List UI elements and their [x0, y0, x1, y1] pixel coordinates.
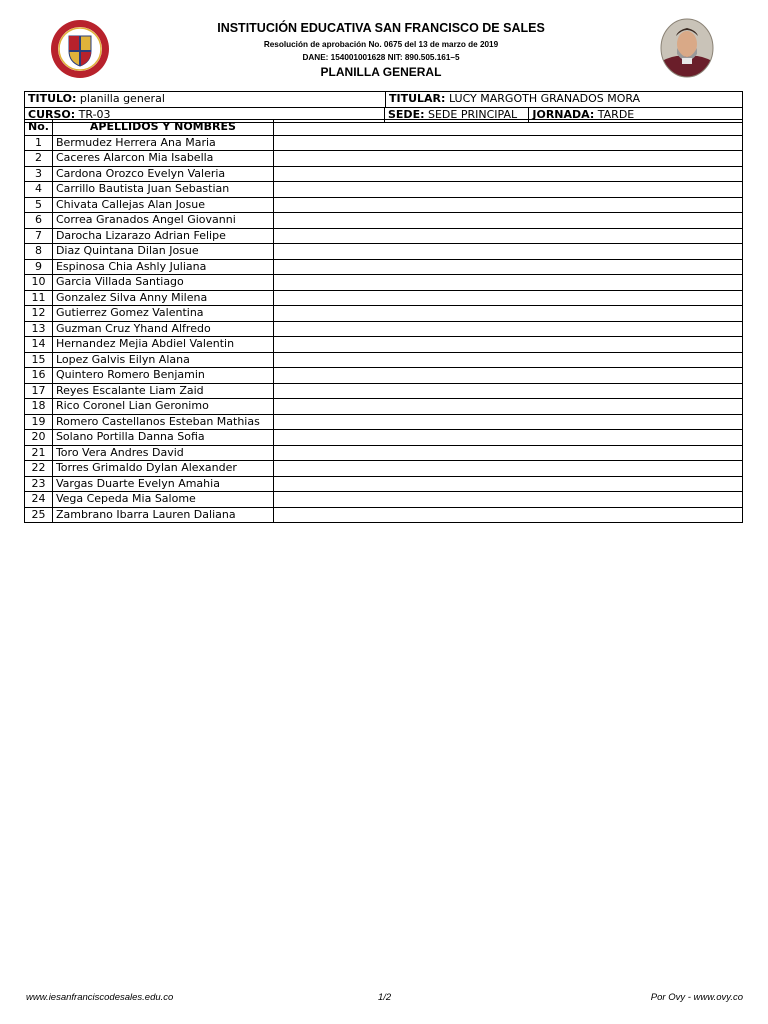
- info-row-1: [25, 92, 743, 108]
- student-name: Espinosa Chia Ashly Juliana: [52, 259, 273, 275]
- student-number: 12: [25, 306, 53, 322]
- student-name: Chivata Callejas Alan Josue: [52, 197, 273, 213]
- student-name: Gonzalez Silva Anny Milena: [52, 290, 273, 306]
- student-name: Bermudez Herrera Ana Maria: [52, 135, 273, 151]
- saint-portrait-image: [660, 18, 714, 78]
- col-name-header: APELLIDOS Y NOMBRES: [52, 120, 273, 136]
- table-row: [25, 445, 743, 461]
- student-name: Torres Grimaldo Dylan Alexander: [52, 461, 273, 477]
- student-number: 11: [25, 290, 53, 306]
- table-row: [25, 492, 743, 508]
- student-name: Vargas Duarte Evelyn Amahia: [52, 476, 273, 492]
- empty-cell: [273, 290, 742, 306]
- student-number: 25: [25, 507, 53, 523]
- student-number: 8: [25, 244, 53, 260]
- student-number: 22: [25, 461, 53, 477]
- footer-credit: Por Ovy - www.ovy.co: [650, 992, 743, 1003]
- empty-cell: [273, 135, 742, 151]
- student-name: Toro Vera Andres David: [52, 445, 273, 461]
- empty-cell: [273, 259, 742, 275]
- empty-cell: [273, 492, 742, 508]
- empty-cell: [273, 352, 742, 368]
- empty-cell: [273, 507, 742, 523]
- roster-header-row: [25, 120, 743, 136]
- empty-cell: [273, 368, 742, 384]
- titulo-value: planilla general: [79, 92, 165, 106]
- document-title: PLANILLA GENERAL: [320, 65, 442, 79]
- footer-website: www.iesanfranciscodesales.edu.co: [26, 992, 174, 1003]
- jornada-value: TARDE: [597, 107, 635, 121]
- empty-cell: [273, 430, 742, 446]
- titular-label: TITULAR:: [389, 92, 446, 106]
- empty-cell: [273, 244, 742, 260]
- table-row: [25, 228, 743, 244]
- student-number: 3: [25, 166, 53, 182]
- table-row: [25, 151, 743, 167]
- student-name: Vega Cepeda Mia Salome: [52, 492, 273, 508]
- table-row: [25, 430, 743, 446]
- table-row: [25, 368, 743, 384]
- student-name: Correa Granados Angel Giovanni: [52, 213, 273, 229]
- table-row: [25, 414, 743, 430]
- student-name: Guzman Cruz Yhand Alfredo: [52, 321, 273, 337]
- student-name: Rico Coronel Lian Geronimo: [52, 399, 273, 415]
- empty-cell: [273, 399, 742, 415]
- table-row: [25, 244, 743, 260]
- document-header: [0, 0, 768, 90]
- student-number: 1: [25, 135, 53, 151]
- student-name: Lopez Galvis Eilyn Alana: [52, 352, 273, 368]
- empty-cell: [273, 228, 742, 244]
- table-row: [25, 290, 743, 306]
- title-block: [160, 20, 602, 79]
- table-row: [25, 461, 743, 477]
- student-number: 9: [25, 259, 53, 275]
- empty-cell: [273, 197, 742, 213]
- empty-cell: [273, 151, 742, 167]
- school-crest-logo: [50, 19, 110, 79]
- footer-page-number: 1/2: [378, 992, 392, 1003]
- student-name: Darocha Lizarazo Adrian Felipe: [52, 228, 273, 244]
- empty-cell: [273, 414, 742, 430]
- table-row: [25, 197, 743, 213]
- dane-nit-text: DANE: 154001001628 NIT: 890.505.161–5: [302, 53, 460, 62]
- student-name: Zambrano Ibarra Lauren Daliana: [52, 507, 273, 523]
- jornada-label: JORNADA:: [532, 107, 595, 121]
- student-number: 18: [25, 399, 53, 415]
- student-number: 2: [25, 151, 53, 167]
- student-number: 23: [25, 476, 53, 492]
- student-number: 5: [25, 197, 53, 213]
- student-number: 4: [25, 182, 53, 198]
- table-row: [25, 166, 743, 182]
- table-row: [25, 399, 743, 415]
- resolution-text: Resolución de aprobación No. 0675 del 13 de marzo de 2019: [263, 40, 499, 49]
- titulo-label: TITULO:: [28, 92, 77, 106]
- table-row: [25, 182, 743, 198]
- sede-label: SEDE:: [388, 107, 425, 121]
- student-name: Reyes Escalante Liam Zaid: [52, 383, 273, 399]
- student-number: 10: [25, 275, 53, 291]
- institution-name: INSTITUCIÓN EDUCATIVA SAN FRANCISCO DE SALES: [217, 21, 545, 35]
- student-number: 20: [25, 430, 53, 446]
- table-row: [25, 213, 743, 229]
- table-row: [25, 337, 743, 353]
- empty-cell: [273, 275, 742, 291]
- empty-cell: [273, 445, 742, 461]
- empty-cell: [273, 476, 742, 492]
- student-name: Hernandez Mejia Abdiel Valentin: [52, 337, 273, 353]
- col-no-header: No.: [25, 120, 53, 136]
- empty-cell: [273, 306, 742, 322]
- curso-value: TR-03: [78, 107, 111, 121]
- student-number: 7: [25, 228, 53, 244]
- empty-cell: [273, 383, 742, 399]
- table-row: [25, 306, 743, 322]
- empty-cell: [273, 182, 742, 198]
- student-number: 14: [25, 337, 53, 353]
- student-number: 24: [25, 492, 53, 508]
- student-name: Solano Portilla Danna Sofia: [52, 430, 273, 446]
- table-row: [25, 476, 743, 492]
- student-number: 6: [25, 213, 53, 229]
- student-number: 13: [25, 321, 53, 337]
- sede-value: SEDE PRINCIPAL: [427, 107, 518, 121]
- empty-cell: [273, 213, 742, 229]
- empty-cell: [273, 321, 742, 337]
- empty-header-cell: [273, 120, 742, 136]
- table-row: [25, 275, 743, 291]
- titular-value: LUCY MARGOTH GRANADOS MORA: [448, 92, 641, 106]
- empty-cell: [273, 461, 742, 477]
- student-name: Diaz Quintana Dilan Josue: [52, 244, 273, 260]
- empty-cell: [273, 337, 742, 353]
- empty-cell: [273, 166, 742, 182]
- student-name: Cardona Orozco Evelyn Valeria: [52, 166, 273, 182]
- table-row: [25, 352, 743, 368]
- student-number: 17: [25, 383, 53, 399]
- student-name: Romero Castellanos Esteban Mathias: [52, 414, 273, 430]
- student-name: Caceres Alarcon Mia Isabella: [52, 151, 273, 167]
- student-name: Gutierrez Gomez Valentina: [52, 306, 273, 322]
- table-row: [25, 259, 743, 275]
- student-number: 19: [25, 414, 53, 430]
- student-name: Garcia Villada Santiago: [52, 275, 273, 291]
- titular-cell: [386, 92, 743, 108]
- table-row: [25, 507, 743, 523]
- titulo-cell: [25, 92, 386, 108]
- table-row: [25, 321, 743, 337]
- curso-label: CURSO:: [28, 107, 76, 121]
- student-number: 15: [25, 352, 53, 368]
- student-number: 16: [25, 368, 53, 384]
- student-name: Quintero Romero Benjamin: [52, 368, 273, 384]
- student-number: 21: [25, 445, 53, 461]
- table-row: [25, 383, 743, 399]
- student-name: Carrillo Bautista Juan Sebastian: [52, 182, 273, 198]
- student-roster-table: [24, 119, 743, 523]
- table-row: [25, 135, 743, 151]
